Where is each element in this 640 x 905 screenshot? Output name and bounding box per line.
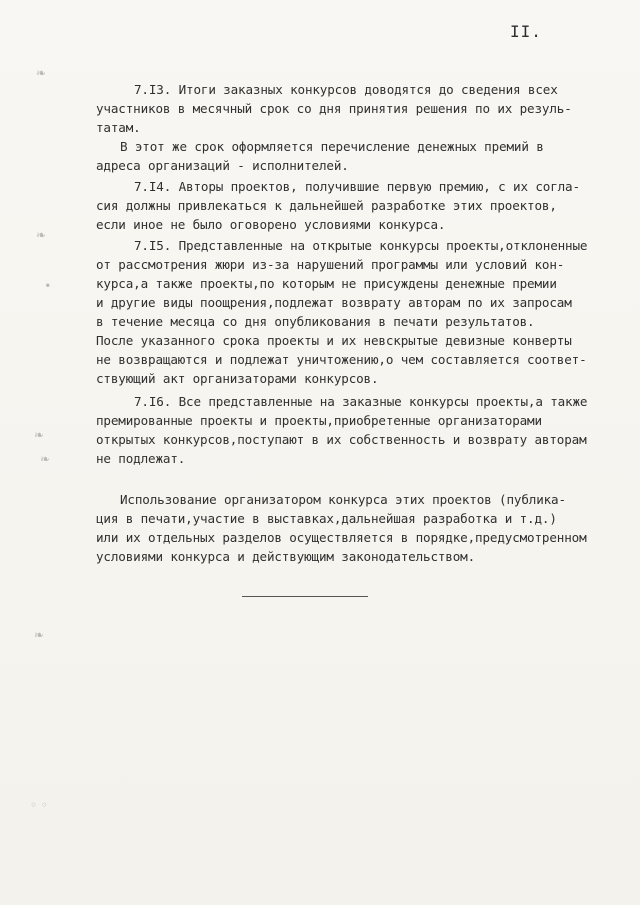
text-line: 7.I6. Все представленные на заказные конкурсы проекты,а также	[134, 394, 588, 409]
text-line: сия должны привлекаться к дальнейшей разработке этих проектов,	[96, 198, 557, 213]
scan-mark-icon: ◦ ◦	[30, 798, 48, 812]
text-line: участников в месячный срок со дня принятия решения по их резуль-	[96, 101, 572, 116]
scan-mark-icon: ∙	[44, 278, 52, 292]
scan-mark-icon: ❧	[34, 628, 45, 642]
scan-mark-icon: ❧	[36, 66, 47, 80]
text-line: открытых конкурсов,поступают в их собственность и возврату авторам	[96, 432, 587, 447]
text-line: или их отдельных разделов осуществляется в порядке,предусмотренном	[96, 530, 587, 545]
text-line: 7.I3. Итоги заказных конкурсов доводятся до сведения всех	[134, 82, 558, 97]
text-line: ствующий акт организаторами конкурсов.	[96, 371, 379, 386]
text-line: и другие виды поощрения,подлежат возврату авторам по их запросам	[96, 295, 572, 310]
text-line: в течение месяца со дня опубликования в печати результатов.	[96, 314, 535, 329]
text-line: татам.	[96, 120, 141, 135]
section-divider	[242, 596, 368, 597]
text-line: курса,а также проекты,по которым не присуждены денежные премии	[96, 276, 557, 291]
text-line: премированные проекты и проекты,приобретенные организаторами	[96, 413, 542, 428]
scan-mark-icon: ❧	[36, 228, 47, 242]
text-line: адреса организаций - исполнителей.	[96, 158, 349, 173]
text-line: В этот же срок оформляется перечисление денежных премий в	[120, 139, 544, 154]
text-line: условиями конкурса и действующим законодательством.	[96, 549, 476, 564]
text-line: от рассмотрения жюри из-за нарушений программы или условий кон-	[96, 257, 565, 272]
text-line: ция в печати,участие в выставках,дальнейшая разработка и т.д.)	[96, 511, 557, 526]
text-line: После указанного срока проекты и их невскрытые девизные конверты	[96, 333, 572, 348]
text-line: Использование организатором конкурса этих проектов (публика-	[120, 492, 566, 507]
text-line: 7.I5. Представленные на открытые конкурсы проекты,отклоненные	[134, 238, 588, 253]
text-line: не подлежат.	[96, 451, 186, 466]
scan-mark-icon: ❧	[34, 428, 45, 442]
text-line: если иное не было оговорено условиями конкурса.	[96, 217, 446, 232]
scan-mark-icon: ❧	[40, 452, 51, 466]
page-number: II.	[510, 22, 542, 41]
text-line: не возвращаются и подлежат уничтожению,о чем составляется соответ-	[96, 352, 587, 367]
text-line: 7.I4. Авторы проектов, получившие первую премию, с их согла-	[134, 179, 580, 194]
